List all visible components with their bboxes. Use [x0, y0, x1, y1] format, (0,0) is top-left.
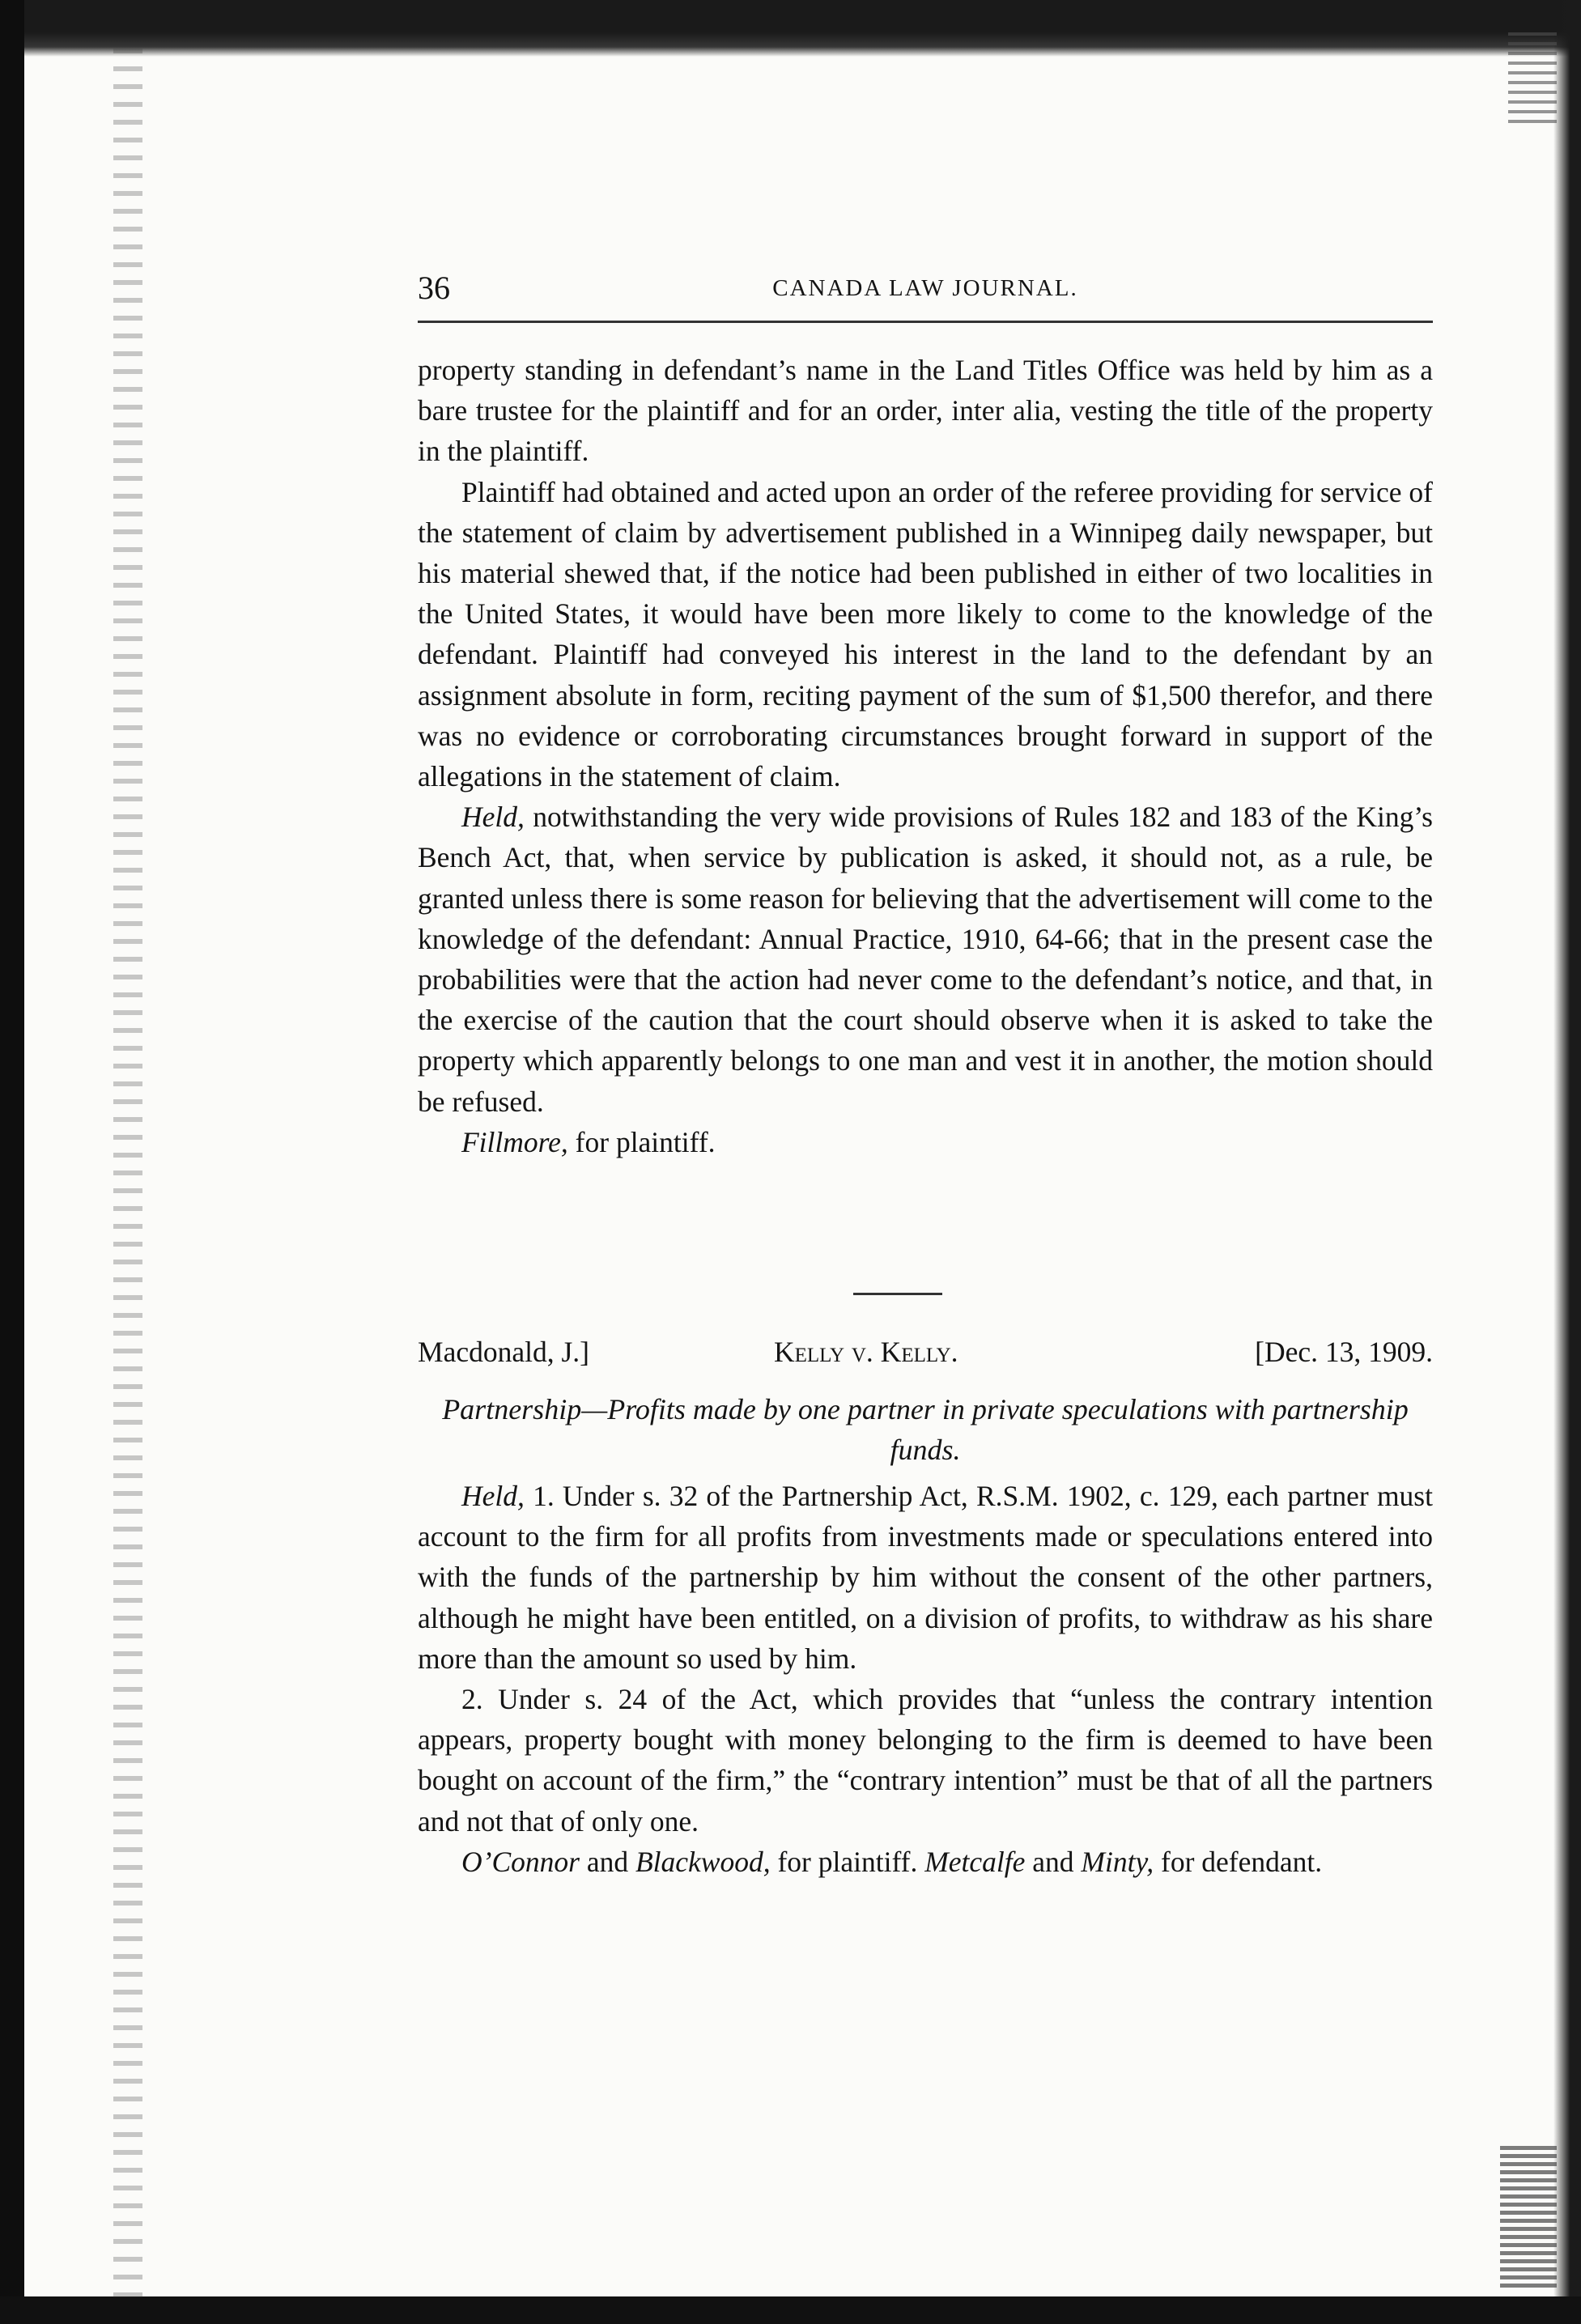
- held-label: Held,: [461, 1480, 525, 1512]
- case-caption: [418, 1332, 1433, 1374]
- counsel-joiner: and: [579, 1845, 635, 1878]
- counsel-name: Fillmore,: [461, 1125, 568, 1158]
- paragraph-facts: Plaintiff had obtained and acted upon an order of the referee providing for service of the statement of claim by advertisement published in a Winnipeg daily newspaper, but his material shewed that, if the notice had been published in either of two localities in the United States, it would have been more likely to come to the knowledge of the defendant. Plaintiff had conveyed his interest in the land to the defendant by an assignment absolute in form, reciting payment of the sum of $1,500 therefor, and there was no evidence or corroborating circumstances brought forward in support of the allegations in the statement of claim.: [418, 475, 1433, 793]
- counsel-name: Metcalfe: [924, 1845, 1026, 1878]
- held-label: Held,: [461, 801, 525, 834]
- scan-shadow-top: [0, 0, 1581, 57]
- scan-shadow-right: [1553, 0, 1581, 2324]
- scan-shadow-left: [0, 0, 24, 2324]
- case-report-kelly: [418, 1476, 1433, 1882]
- scan-corner-noise-bottom: [1500, 2146, 1557, 2292]
- counsel-text: for defendant.: [1154, 1845, 1323, 1878]
- scan-corner-noise-top: [1508, 32, 1557, 130]
- paragraph-held-2: 2. Under s. 24 of the Act, which provides that “unless the contrary intention appears, property bought with money belonging to the firm is deemed to have been bought on account of the firm,” the “contrary intention” must be that of all the partners and not that of only one.: [418, 1683, 1433, 1838]
- scan-gutter-noise: [113, 49, 142, 2299]
- paragraph-counsel: [418, 1842, 1433, 1882]
- scan-shadow-bottom: [0, 2296, 1581, 2324]
- case-report-continued: [418, 350, 1433, 1162]
- paragraph-held: [418, 797, 1433, 1122]
- counsel-name: O’Connor: [461, 1845, 580, 1878]
- case-judge: Macdonald, J.]: [418, 1336, 589, 1368]
- page-number: 36: [418, 270, 450, 306]
- case-headnote: Partnership—Profits made by one partner in private speculations with partnership funds.: [442, 1393, 1409, 1466]
- counsel-name: Blackwood,: [635, 1845, 771, 1878]
- paragraph-held-1: [418, 1476, 1433, 1679]
- running-head: [418, 269, 1433, 309]
- counsel-text: for plaintiff.: [567, 1125, 716, 1158]
- held-text: 1. Under s. 32 of the Partnership Act, R.S.M. 1902, c. 129, each partner must account to the firm for all profits from investments made or speculations entered into with the funds of the partnership by him without the consent of the other partners, although he might have been entitled, on a division of profits, to withdraw as his share more than the amount so used by him.: [418, 1480, 1433, 1675]
- held-text: notwithstanding the very wide provisions of Rules 182 and 183 of the King’s Bench Act, that, when service by publication is asked, it should not, as a rule, be granted unless there is some reason for believing that the advertisement will come to the knowledge of the defendant: Annual Practice, 1910, 64-66; that in the present case the probabilities were that the action had never come to the defendant’s notice, and that, in the exercise of the caution that the court should observe when it is asked to take the property which apparently belongs to one man and vest it in another, the motion should be refused.: [418, 801, 1433, 1118]
- paragraph-claim: property standing in defendant’s name in the Land Titles Office was held by him as a bare trustee for the plaintiff and for an order, inter alia, vesting the title of the property in the plaintiff.: [418, 354, 1433, 468]
- header-rule: [418, 321, 1433, 323]
- counsel-text: for plaintiff.: [770, 1845, 925, 1878]
- section-separator: [853, 1293, 942, 1295]
- case-name: Kelly v. Kelly.: [774, 1336, 958, 1368]
- paragraph-counsel: [418, 1122, 1433, 1162]
- case-date: [Dec. 13, 1909.: [1255, 1336, 1433, 1368]
- journal-title: CANADA LAW JOURNAL.: [772, 275, 1078, 301]
- counsel-joiner: and: [1025, 1845, 1082, 1878]
- counsel-name: Minty,: [1081, 1845, 1154, 1878]
